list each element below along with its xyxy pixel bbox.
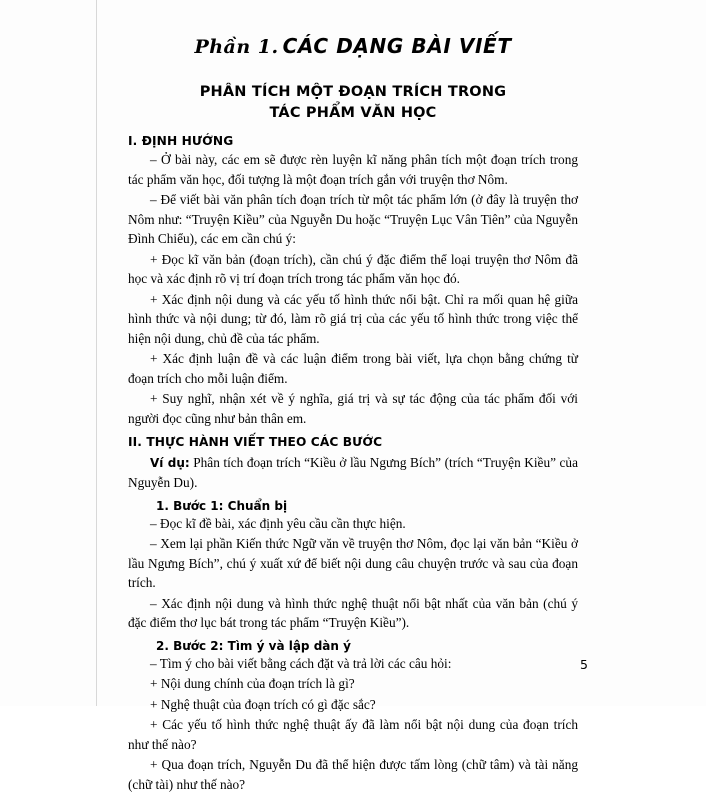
- page-title: [128, 82, 578, 124]
- paragraph: + Qua đoạn trích, Nguyễn Du đã thể hiện được tấm lòng (chữ tâm) và tài năng (chữ tài) như thế nào?: [128, 757, 578, 792]
- paragraph: + Nội dung chính của đoạn trích là gì?: [150, 676, 355, 692]
- paragraph: + Suy nghĩ, nhận xét về ý nghĩa, giá trị và sự tác động của tác phẩm đối với người đọc cũng như bản thân em.: [128, 391, 578, 426]
- page-number: 5: [580, 657, 588, 672]
- paragraph: + Xác định luận đề và các luận điểm trong bài viết, lựa chọn bằng chứng từ đoạn trích cho mỗi luận điểm.: [128, 351, 578, 386]
- paragraph: – Xem lại phần Kiến thức Ngữ văn về truyện thơ Nôm, đọc lại văn bản “Kiều ở lầu Ngưng Bích”, chú ý xuất xứ để biết nội dung câu chuyện trước và sau của đoạn trích.: [128, 536, 578, 591]
- step-heading-1: 1. Bước 1: Chuẩn bị: [156, 498, 288, 513]
- example-text: Phân tích đoạn trích “Kiều ở lầu Ngưng Bích” (trích “Truyện Kiều” của Nguyễn Du).: [128, 455, 578, 491]
- paragraph: + Xác định nội dung và các yếu tố hình thức nổi bật. Chỉ ra mối quan hệ giữa hình thức và nội dung; từ đó, làm rõ giá trị của các yếu tố hình thức trong việc thể hiện nội dung, chủ đề của tác phẩm.: [128, 291, 578, 346]
- section-heading-dinh-huong: I. ĐỊNH HƯỚNG: [128, 134, 234, 149]
- paragraph: + Các yếu tố hình thức nghệ thuật ấy đã làm nổi bật nội dung của đoạn trích như thế nào?: [128, 717, 578, 752]
- page-margin-rule: [96, 0, 97, 706]
- page-content: [128, 34, 578, 796]
- example-label: Ví dụ:: [150, 456, 190, 471]
- part-heading: [128, 34, 578, 58]
- page-title-line-2: TÁC PHẨM VĂN HỌC: [269, 105, 437, 122]
- paragraph: – Đọc kĩ đề bài, xác định yêu cầu cần thực hiện.: [150, 515, 406, 531]
- example-paragraph: [128, 453, 578, 492]
- paragraph: + Nghệ thuật của đoạn trích có gì đặc sắc?: [150, 696, 376, 712]
- part-heading-script: Phần 1.: [194, 36, 279, 58]
- paragraph: – Để viết bài văn phân tích đoạn trích từ một tác phẩm lớn (ở đây là truyện thơ Nôm như: “Truyện Kiều” của Nguyễn Du hoặc “Truyện Lục Vân Tiên” của Nguyễn Đình Chiểu), các em cần chú ý:: [128, 192, 578, 247]
- section-heading-thuc-hanh-viet: II. THỰC HÀNH VIẾT THEO CÁC BƯỚC: [128, 435, 383, 450]
- paragraph: – Tìm ý cho bài viết bằng cách đặt và trả lời các câu hỏi:: [150, 655, 452, 671]
- paragraph: + Đọc kĩ văn bản (đoạn trích), cần chú ý đặc điểm thể loại truyện thơ Nôm đã học và xác định rõ vị trí đoạn trích trong tác phẩm văn học đó.: [128, 251, 578, 287]
- paragraph: – Xác định nội dung và hình thức nghệ thuật nổi bật nhất của văn bản (chú ý đặc điểm thơ lục bát trong tác phẩm “Truyện Kiều”).: [128, 595, 578, 631]
- paragraph: – Ở bài này, các em sẽ được rèn luyện kĩ năng phân tích một đoạn trích trong tác phẩm văn học, đối tượng là một đoạn trích gắn với truyện thơ Nôm.: [128, 152, 578, 187]
- step-heading-2: 2. Bước 2: Tìm ý và lập dàn ý: [156, 638, 351, 653]
- part-heading-main: CÁC DẠNG BÀI VIẾT: [282, 34, 512, 58]
- page-title-line-1: PHÂN TÍCH MỘT ĐOẠN TRÍCH TRONG: [199, 84, 507, 100]
